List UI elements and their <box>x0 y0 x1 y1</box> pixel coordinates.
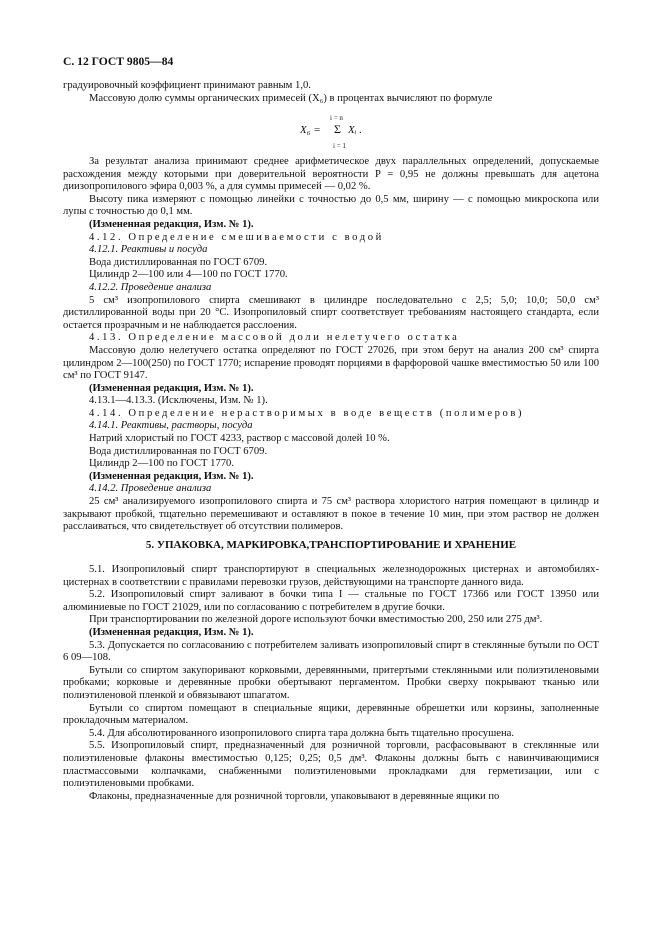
text-block-analysis <box>63 156 599 534</box>
formula-sigma: Σ <box>334 122 341 136</box>
amendment-note: (Измененная редакция, Изм. № 1). <box>89 218 254 230</box>
paragraph: 5.5. Изопропиловый спирт, предназначенный для розничной торговли, расфасовывают в стеклянные или полиэтиленовые флаконы вместимостью 0,125; 0,25; 0,5 дм³. Флаконы должны быть с навинчивающимися пластмассовыми колпачками, снабженными полиэтиленовыми прокладками для герметизации, или с полиэтиленовыми пробками. <box>63 740 599 790</box>
paragraph: Массовую долю суммы органических примесей (X₆) в процентах вычисляют по формуле <box>89 92 493 104</box>
paragraph: За результат анализа принимают среднее арифметическое двух параллельных определений, допускаемые расхождения между которыми при доверительной вероятности P = 0,95 не должны превышать для ацетона диизопропилового эфира 0,003 %, а для суммы примесей — 0,02 %. <box>63 156 599 193</box>
amendment-note: (Измененная редакция, Изм. № 1). <box>89 470 254 482</box>
subclause-4-14-2: 4.14.2. Проведение анализа <box>89 483 212 495</box>
paragraph: 5 см³ изопропилового спирта смешивают в цилиндре последовательно с 2,5; 5,0; 10,0; 50,0 см³ дистиллированной воды при 20 °С. Изопропиловый спирт соответствует требованиям настоящего стандарта, если остается прозрачным и не наблюдается расслоения. <box>63 294 599 331</box>
paragraph: Натрий хлористый по ГОСТ 4233, раствор с массовой долей 10 %. <box>89 433 390 445</box>
paragraph: 25 см³ анализируемого изопропилового спирта и 75 см³ раствора хлористого натрия помещают в цилиндр и закрывают пробкой, тщательно перемешивают и оставляют в покое в течение 10 мин, при этом раствор не должен расслаиваться, что свидетельствует об отсутствии полимеров. <box>63 496 599 533</box>
paragraph: 5.1. Изопропиловый спирт транспортируют в специальных железнодорожных цистернах и автомобилях-цистернах в соответствии с правилами перевозки грузов, действующими на транспорте данного вида. <box>63 564 599 588</box>
text-block-section-5 <box>63 564 599 803</box>
text-block-top <box>63 80 599 105</box>
excluded-clauses-note: 4.13.1—4.13.3. (Исключены, Изм. № 1). <box>89 395 268 407</box>
amendment-note: (Измененная редакция, Изм. № 1). <box>89 382 254 394</box>
paragraph: градуировочный коэффициент принимают равным 1,0. <box>63 80 311 91</box>
paragraph: Цилиндр 2—100 по ГОСТ 1770. <box>89 458 234 470</box>
amendment-note: (Измененная редакция, Изм. № 1). <box>89 626 254 638</box>
formula-upper-limit: i = n <box>330 114 343 122</box>
section-title-5: 5. УПАКОВКА, МАРКИРОВКА,ТРАНСПОРТИРОВАНИЕ И ХРАНЕНИЕ <box>145 539 517 551</box>
paragraph: Высоту пика измеряют с помощью линейки с точностью до 0,5 мм, ширину — с помощью микроскопа или лупы с точностью до 0,1 мм. <box>63 193 599 218</box>
paragraph: Массовую долю нелетучего остатка определяют по ГОСТ 27026, при этом берут на анализ 200 см³ спирта цилиндром 2—100(250) по ГОСТ 1770; испарение проводят порциями в фарфоровой чашке вместимостью 50 или 100 см³ по ГОСТ 9147. <box>63 344 599 382</box>
subclause-4-12-2: 4.12.2. Проведение анализа <box>89 281 212 293</box>
clause-heading-4-13: 4.13. Определение массовой доли нелетучего остатка <box>89 332 460 344</box>
formula-rhs: Xᵢ . <box>348 124 362 136</box>
paragraph: Флаконы, предназначенные для розничной торговли, упаковывают в деревянные ящики по <box>89 790 500 802</box>
paragraph: Вода дистиллированная по ГОСТ 6709. <box>89 256 268 268</box>
paragraph: При транспортировании по железной дороге используют бочки вместимостью 200, 250 или 275 дм³. <box>89 614 543 626</box>
clause-heading-4-14: 4.14. Определение нерастворимых в воде веществ (полимеров) <box>89 407 525 419</box>
paragraph: Бутыли со спиртом закупоривают корковыми, деревянными, притертыми стеклянными или полиэтиленовыми пробками; корковые и деревянные пробки обертывают пергаментом. Пробки сверху покрывают тканью или полиэтиленовой пленкой и обвязывают шпагатом. <box>63 664 599 701</box>
paragraph: Цилиндр 2—100 или 4—100 по ГОСТ 1770. <box>89 269 288 281</box>
paragraph: 5.3. Допускается по согласованию с потребителем заливать изопропиловый спирт в стеклянные бутыли по ОСТ 6 09—108. <box>63 639 599 664</box>
subclause-4-12-1: 4.12.1. Реактивы и посуда <box>89 244 208 256</box>
clause-heading-4-12: 4.12. Определение смешиваемости с водой <box>89 231 384 243</box>
formula-lhs: X₆ = <box>300 124 321 136</box>
paragraph: Бутыли со спиртом помещают в специальные ящики, деревянные обрешетки или корзины, заполненные прокладочным материалом. <box>63 702 599 727</box>
paragraph: 5.4. Для абсолютированного изопропилового спирта тара должна быть тщательно просушена. <box>89 727 514 739</box>
paragraph: Вода дистиллированная по ГОСТ 6709. <box>89 445 268 457</box>
paragraph: 5.2. Изопропиловый спирт заливают в бочки типа I — стальные по ГОСТ 17366 или ГОСТ 13950 или алюминиевые по ГОСТ 21029, или по согласованию с потребителем в другие бочки. <box>63 589 599 613</box>
formula-sum-impurities <box>300 112 410 148</box>
page-header: С. 12 ГОСТ 9805—84 <box>63 55 174 68</box>
subclause-4-14-1: 4.14.1. Реактивы, растворы, посуда <box>89 420 253 432</box>
formula-lower-limit: i = 1 <box>333 142 346 150</box>
